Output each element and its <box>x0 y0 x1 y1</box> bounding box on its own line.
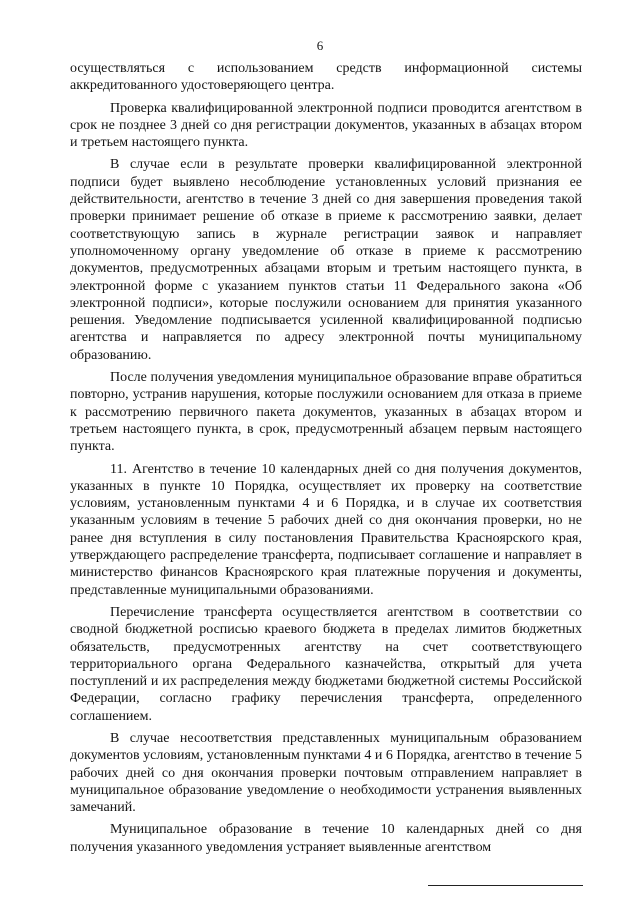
footer-divider-line <box>428 885 583 886</box>
paragraph-repeat-application: После получения уведомления муниципальное образование вправе обратиться повторно, устранив нарушения, которые послужили основанием для отказа в приеме к рассмотрению первичного пакета документов, указанных в абзацах втором и третьем настоящего пункта, в срок, предусмотренный абзацем первым настоящего пункта. <box>70 370 582 455</box>
paragraph-remediation: Муниципальное образование в течение 10 календарных дней со дня получения указанного уведомления устраняет выявленные агентством <box>70 822 582 855</box>
paragraph-signature-check: Проверка квалифицированной электронной подписи проводится агентством в срок не позднее 3 дней со дня регистрации документов, указанных в абзацах втором и третьем настоящего пункта. <box>70 100 582 151</box>
page-number: 6 <box>316 38 324 53</box>
paragraph-refusal-notice: В случае если в результате проверки квалифицированной электронной подписи будет выявлено несоблюдение установленных условий признания ее действительности, агентство в течение 3 дней со дня завершения проведения такой проверки принимает решение об отказе в приеме к рассмотрению заявки, делает соответствующую запись в журнале регистрации заявок и направляет уполномоченному органу уведомление об отказе в приеме к рассмотрению документов, предусмотренных абзацами вторым и третьим настоящего пункта, в электронной форме с указанием пунктов статьи 11 Федерального закона «Об электронной подписи», которые послужили основанием для принятия указанного решения. Уведомление подписывается усиленной квалифицированной подписью агентства и направляется по адресу электронной почты муниципальному образованию. <box>70 157 582 363</box>
document-body <box>70 60 582 861</box>
paragraph-item-11: 11. Агентство в течение 10 календарных дней со дня получения документов, указанных в пункте 10 Порядка, осуществляет их проверку на соответствие условиям, установленным пунктами 4 и 6 Порядка, и в случае их соответствия указанным условиям в течение 5 рабочих дней со дня окончания проверки, но не ранее дня вступления в силу постановления Правительства Красноярского края, утверждающего распределение трансферта, подписывает соглашение и направляет в министерство финансов Красноярского края платежные поручения и документы, представленные муниципальными образованиями. <box>70 461 582 598</box>
paragraph-continuation: осуществляться с использованием средств информационной системы аккредитованного удостоверяющего центра. <box>70 61 582 94</box>
paragraph-nonconformity: В случае несоответствия представленных муниципальным образованием документов условиям, установленным пунктами 4 и 6 Порядка, агентство в течение 5 рабочих дней со дня окончания проверки почтовым отправлением направляет в муниципальное образование уведомление о необходимости устранения выявленных замечаний. <box>70 730 582 816</box>
paragraph-transfer-payment: Перечисление трансферта осуществляется агентством в соответствии со сводной бюджетной росписью краевого бюджета в пределах лимитов бюджетных обязательств, предусмотренных агентству на счет соответствующего территориального органа Федерального казначейства, открытый для учета поступлений и их распределения между бюджетами бюджетной системы Российской Федерации, согласно графику перечисления трансферта, определенного соглашением. <box>70 604 582 724</box>
